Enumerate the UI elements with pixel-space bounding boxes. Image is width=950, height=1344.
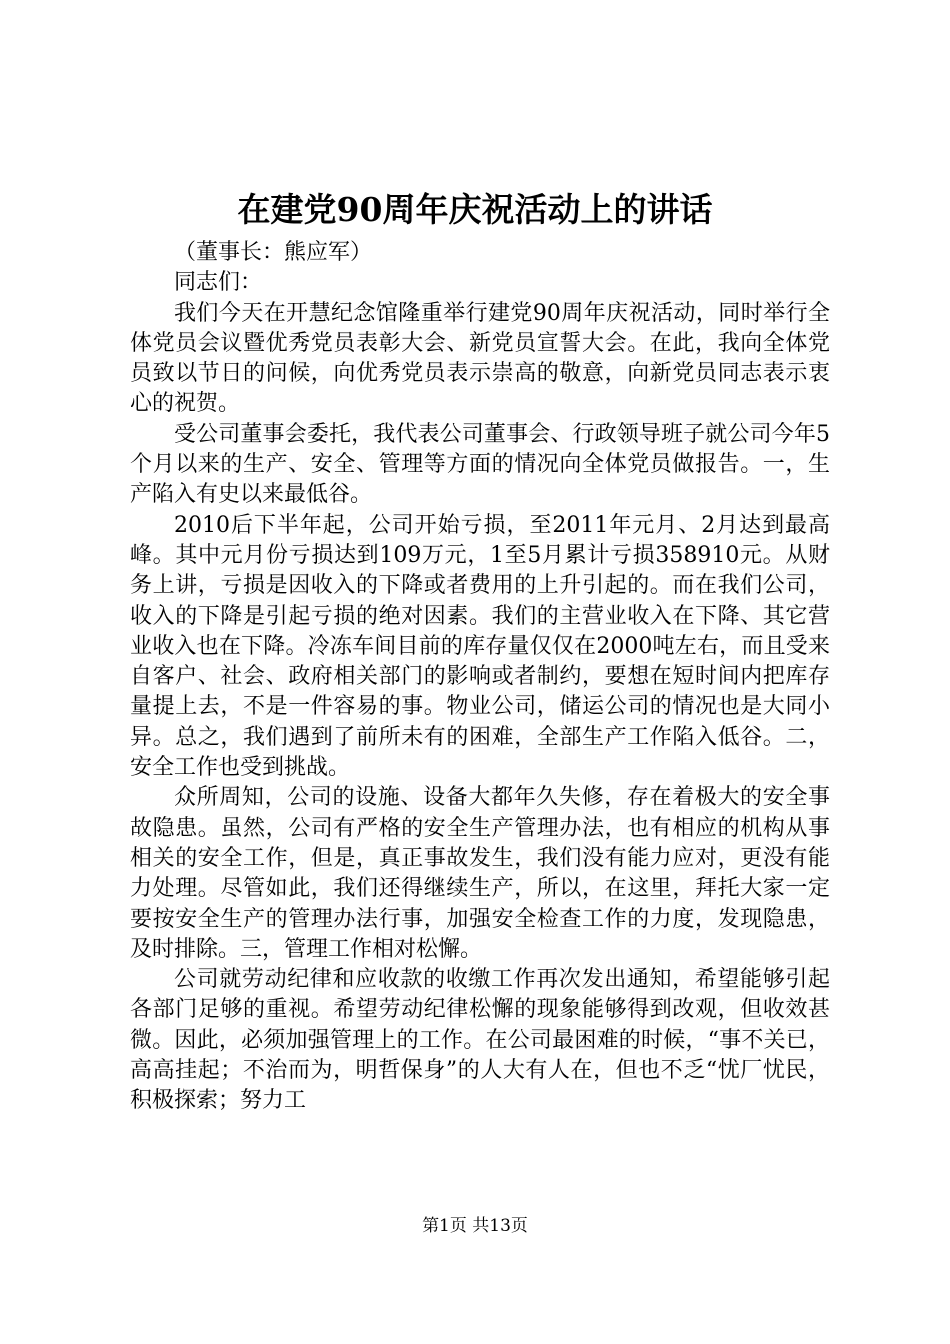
document-title: 在建党90周年庆祝活动上的讲话 (237, 190, 713, 229)
paragraph-safety: 众所周知，公司的设施、设备大都年久失修，存在着极大的安全事故隐患。虽然，公司有严格的安全生产管理办法，也有相应的机构从事相关的安全工作，但是，真正事故发生，我们没有能力应对，更没有能力处理。尽管如此，我们还得继续生产，所以，在这里，拜托大家一定要按安全生产的管理办法行事，加强安全检查工作的力度，发现隐患，及时排除。三，管理工作相对松懈。 (130, 785, 830, 962)
salutation: 同志们： (174, 270, 263, 296)
paragraph-management: 公司就劳动纪律和应收款的收缴工作再次发出通知，希望能够引起各部门足够的重视。希望劳动纪律松懈的现象能够得到改观，但收效甚微。因此，必须加强管理上的工作。在公司最困难的时候，“事不关已，高高挂起；不治而为，明哲保身”的人大有人在，但也不乏“忧厂忧民，积极探索；努力工 (130, 967, 830, 1114)
paragraph-report-intro: 受公司董事会委托，我代表公司董事会、行政领导班子就公司今年5个月以来的生产、安全、管理等方面的情况向全体党员做报告。一，生产陷入有史以来最低谷。 (130, 421, 830, 508)
byline: （董事长：熊应军） (174, 240, 373, 265)
paragraph-production: 2010后下半年起，公司开始亏损，至2011年元月、2月达到最高峰。其中元月份亏损达到109万元，1至5月累计亏损358910元。从财务上讲，亏损是因收入的下降或者费用的上升引起的。而在我们公司，收入的下降是引起亏损的绝对因素。我们的主营业收入在下降、其它营业收入也在下降。冷冻车间目前的库存量仅仅在2000吨左右，而且受来自客户、社会、政府相关部门的影响或者制约，要想在短时间内把库存量提上去，不是一件容易的事。物业公司，储运公司的情况也是大同小异。总之，我们遇到了前所未有的困难，全部生产工作陷入低谷。二，安全工作也受到挑战。 (130, 512, 830, 781)
page-number-footer: 第1页 共13页 (422, 1216, 528, 1236)
document-body (130, 238, 830, 1117)
paragraph-opening: 我们今天在开慧纪念馆隆重举行建党90周年庆祝活动，同时举行全体党员会议暨优秀党员表彰大会、新党员宣誓大会。在此，我向全体党员致以节日的问候，向优秀党员表示崇高的敬意，向新党员同志表示衷心的祝贺。 (130, 300, 830, 417)
